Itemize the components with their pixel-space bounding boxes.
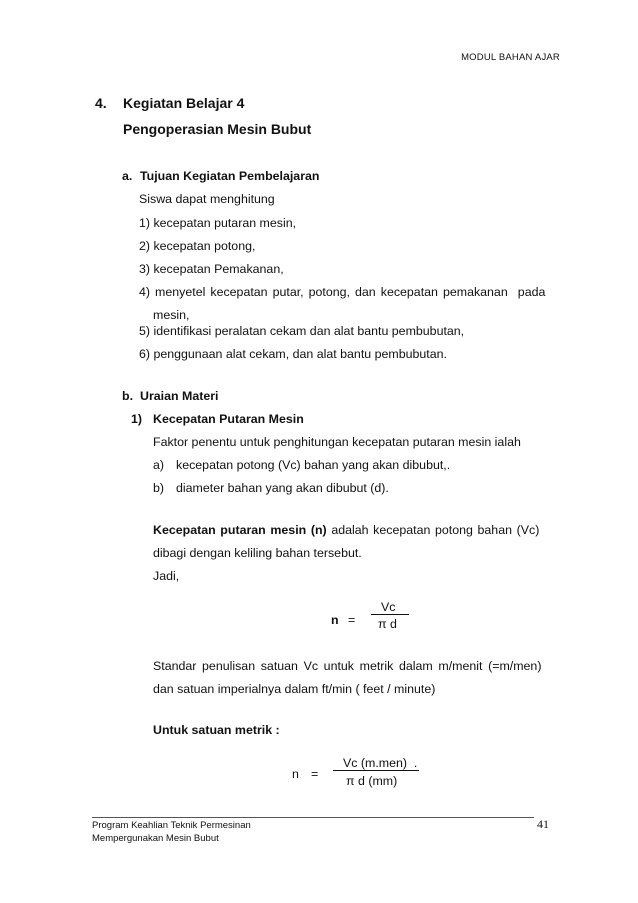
section-number: 4. — [95, 95, 107, 111]
faktor-intro: Faktor penentu untuk penghitungan kecepatan putaran mesin ialah — [153, 435, 521, 449]
section-subtitle: Pengoperasian Mesin Bubut — [123, 121, 312, 137]
formula1-equals: = — [348, 613, 356, 627]
formula2-denominator: π d (mm) — [346, 774, 398, 788]
faktor-b-label: b) — [153, 481, 165, 495]
jadi-text: Jadi, — [153, 569, 180, 583]
formula1-fraction-bar — [371, 614, 409, 615]
footer-module: Mempergunakan Mesin Bubut — [92, 833, 219, 844]
formula2-numerator: Vc (m.men) . — [343, 756, 418, 770]
faktor-a: kecepatan potong (Vc) bahan yang akan dibubut,. — [176, 458, 451, 472]
tujuan-item: 1) kecepatan putaran mesin, — [139, 216, 297, 230]
footer-program: Program Keahlian Teknik Permesinan — [92, 820, 251, 831]
tujuan-label: a. — [122, 169, 133, 183]
tujuan-intro: Siswa dapat menghitung — [139, 192, 275, 206]
tujuan-heading: Tujuan Kegiatan Pembelajaran — [140, 169, 320, 183]
footer-rule — [92, 817, 534, 818]
subsection-heading: Kecepatan Putaran Mesin — [153, 412, 304, 426]
formula1-lhs: n — [331, 613, 339, 627]
section-title: Kegiatan Belajar 4 — [123, 95, 245, 111]
tujuan-item: 5) identifikasi peralatan cekam dan alat bantu pembubutan, — [139, 324, 465, 338]
standar-line-2: dan satuan imperialnya dalam ft/min ( feet / minute) — [153, 682, 436, 696]
formula2-equals: = — [311, 767, 319, 781]
definition-line — [153, 523, 555, 537]
metrik-heading: Untuk satuan metrik : — [153, 723, 280, 737]
tujuan-item: 4) menyetel kecepatan putar, potong, dan kecepatan pemakanan pada — [139, 285, 546, 299]
definition-rest: adalah kecepatan potong bahan (Vc) — [326, 523, 540, 537]
definition-line-2: dibagi dengan keliling bahan tersebut. — [153, 546, 362, 560]
standar-line-1: Standar penulisan satuan Vc untuk metrik dalam m/menit (=m/men) — [153, 659, 542, 673]
tujuan-item: 6) penggunaan alat cekam, dan alat bantu pembubutan. — [139, 347, 447, 361]
faktor-a-label: a) — [153, 458, 165, 472]
faktor-b: diameter bahan yang akan dibubut (d). — [176, 481, 389, 495]
formula2-fraction-bar — [333, 770, 419, 771]
definition-term: Kecepatan putaran mesin (n) — [153, 523, 327, 537]
tujuan-item: 3) kecepatan Pemakanan, — [139, 262, 284, 276]
formula2-lhs: n — [292, 767, 299, 781]
page-number: 41 — [537, 817, 549, 831]
uraian-heading: Uraian Materi — [140, 389, 219, 403]
tujuan-item-cont: mesin, — [153, 308, 190, 322]
running-header: MODUL BAHAN AJAR — [461, 52, 560, 63]
tujuan-item: 2) kecepatan potong, — [139, 239, 256, 253]
formula1-numerator: Vc — [381, 600, 396, 614]
formula1-denominator: π d — [378, 617, 397, 631]
subsection-number: 1) — [131, 412, 143, 426]
uraian-label: b. — [122, 389, 134, 403]
